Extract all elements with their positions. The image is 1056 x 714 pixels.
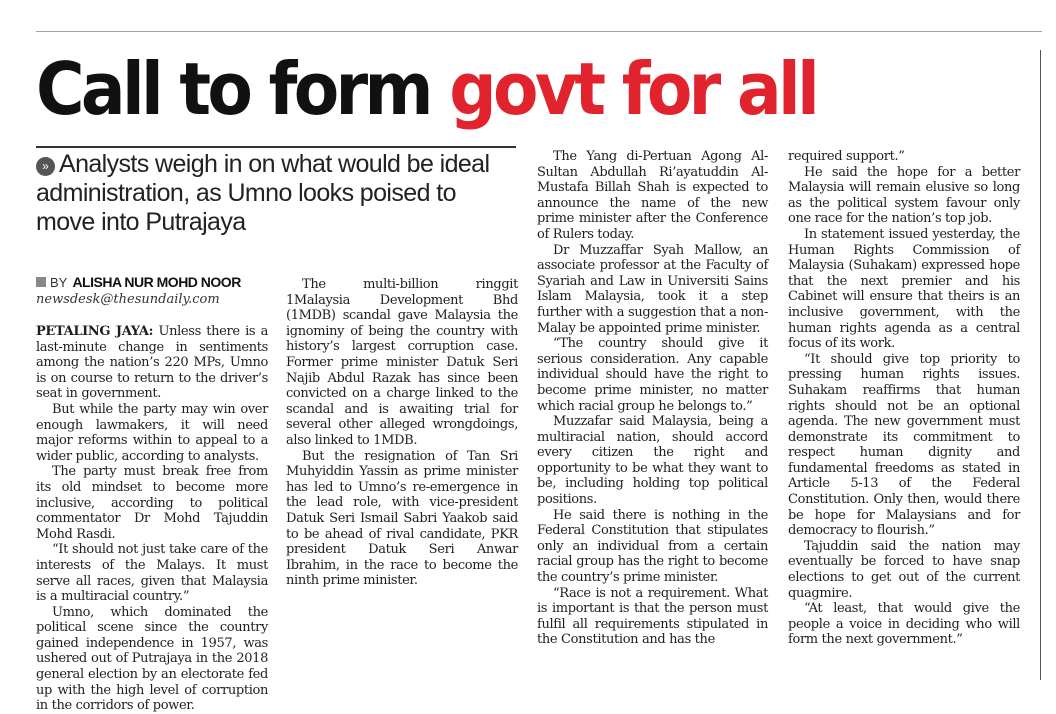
- headline-black: Call to form: [36, 47, 430, 131]
- dateline: PETALING JAYA:: [36, 324, 154, 339]
- deck-text: Analysts weigh in on what would be ideal administration, as Umno looks poised to move into Putrajaya: [36, 150, 490, 236]
- double-chevron-right-icon: »: [36, 157, 55, 176]
- article-column-1: [36, 324, 268, 714]
- headline-red: govt for all: [449, 47, 817, 131]
- deck-rule: [36, 146, 516, 148]
- paragraph: The party must break free from its old mindset to become more inclusive, according to political commentator Dr Mohd Tajuddin Mohd Rasdi.: [36, 464, 268, 542]
- article-column-3: [537, 149, 768, 648]
- paragraph: “The country should give it serious consideration. Any capable individual should have the right to become prime minister, no matter which racial group he belongs to.”: [537, 336, 768, 414]
- paragraph: But the resignation of Tan Sri Muhyiddin Yassin as prime minister has led to Umno’s re-emergence in the lead role, with vice-president Datuk Seri Ismail Sabri Yaakob said to be ahead of rival candidate, PKR president Datuk Seri Anwar Ibrahim, in the race to become the ninth prime minister.: [286, 448, 518, 589]
- headline: [36, 36, 816, 142]
- byline-by: BY: [50, 275, 68, 290]
- paragraph: In statement issued yesterday, the Human Rights Commission of Malaysia (Suhakam) expressed hope that the next premier and his Cabinet will ensure that theirs is an inclusive government, with the human rights agenda as a central focus of its work.: [788, 226, 1020, 352]
- top-rule: [36, 31, 1042, 32]
- byline-email: newsdesk@thesundaily.com: [36, 292, 220, 307]
- paragraph: But while the party may win over enough lawmakers, it will need major reforms within to appeal to a wider public, according to analysts.: [36, 401, 268, 464]
- paragraph: required support.”: [788, 149, 905, 164]
- paragraph: The Yang di-Pertuan Agong Al-Sultan Abdullah Ri’ayatuddin Al-Mustafa Billah Shah is expected to announce the name of the new prime minister after the Conference of Rulers today.: [537, 149, 768, 242]
- paragraph: “Race is not a requirement. What is important is that the person must fulfil all requirements stipulated in the Constitution and has the: [537, 585, 768, 648]
- paragraph: The multi-billion ringgit 1Malaysia Development Bhd (1MDB) scandal gave Malaysia the ignominy of being the country with history’s largest corruption case. Former prime minister Datuk Seri Najib Abdul Razak has since been convicted on a charge linked to the scandal and is awaiting trial for several other alleged wrongdoings, also linked to 1MDB.: [286, 277, 518, 448]
- paragraph: Umno, which dominated the political scene since the country gained independence in 1957, was ushered out of Putrajaya in the 2018 general election by an electorate fed up with the high level of corruption in the corridors of power.: [36, 604, 268, 714]
- paragraph-text: Unless there is a last-minute change in sentiments among the nation’s 220 MPs, Umno is on course to return to the driver’s seat in government.: [36, 324, 268, 402]
- paragraph: Tajuddin said the nation may eventually be forced to have snap elections to get out of the current quagmire.: [788, 538, 1020, 601]
- paragraph: He said there is nothing in the Federal Constitution that stipulates only an individual from a certain racial group has the right to become the country’s prime minister.: [537, 507, 768, 586]
- paragraph: “It should not just take care of the interests of the Malays. It must serve all races, given that Malaysia is a multiracial country.”: [36, 542, 268, 605]
- article-column-4: [788, 149, 1020, 648]
- paragraph: “At least, that would give the people a voice in deciding who will form the next government.”: [788, 601, 1020, 648]
- byline: [36, 272, 276, 307]
- paragraph: He said the hope for a better Malaysia will remain elusive so long as the political system favour only one race for the nation’s top job.: [788, 164, 1020, 227]
- byline-author: ALISHA NUR MOHD NOOR: [72, 274, 241, 290]
- paragraph: Dr Muzzaffar Syah Mallow, an associate professor at the Faculty of Syariah and Law in Universiti Sains Islam Malaysia, took it a step further with a suggestion that a non-Malay be appointed prime minister.: [537, 242, 768, 336]
- paragraph: “It should give top priority to pressing human rights issues. Suhakam reaffirms that human rights should not be an optional agenda. The new government must demonstrate its commitment to respect human dignity and fundamental freedoms as stated in Article 5-13 of the Federal Constitution. Only then, would there be hope for Malaysians and for democracy to flourish.”: [788, 351, 1020, 539]
- square-bullet-icon: [36, 277, 46, 287]
- deck: [36, 150, 516, 237]
- article-column-2: [286, 277, 518, 589]
- paragraph: [36, 324, 268, 402]
- column-rule: [1040, 50, 1041, 680]
- paragraph: Muzzafar said Malaysia, being a multiracial nation, should accord every citizen the right and opportunity to be what they want to be, including holding top political positions.: [537, 414, 768, 508]
